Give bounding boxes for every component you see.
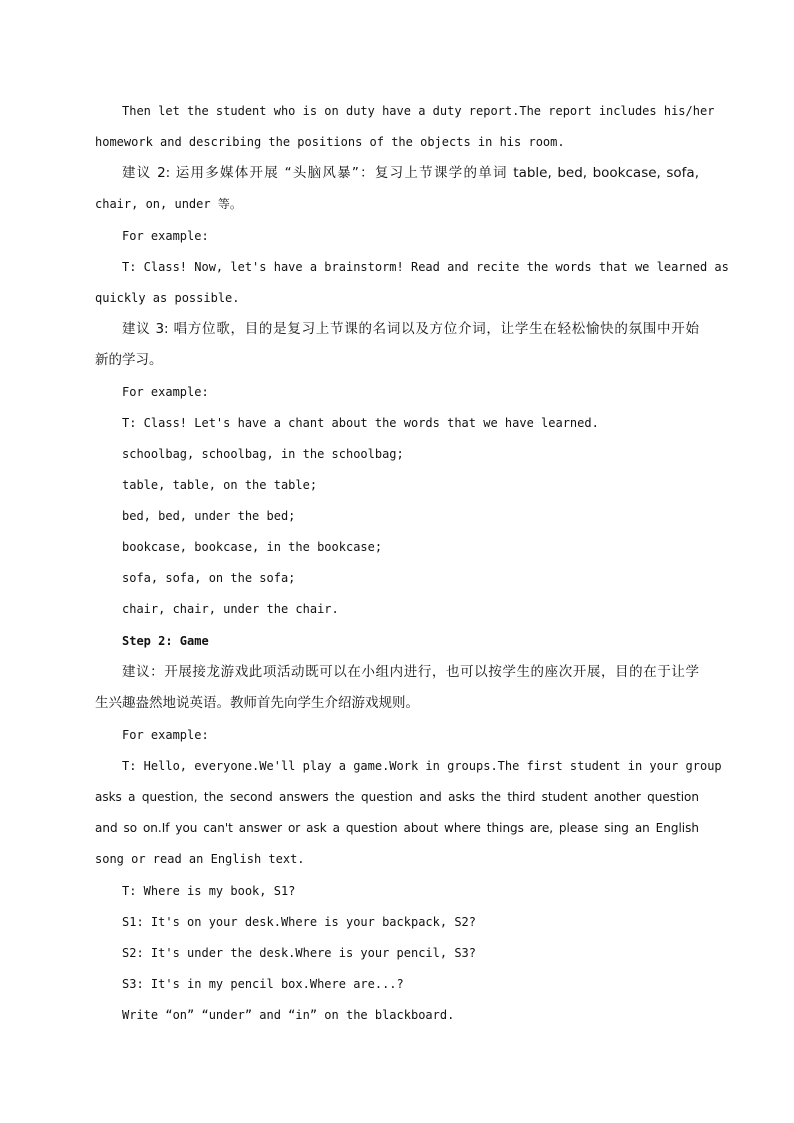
- paragraph-line: quickly as possible.: [95, 291, 240, 305]
- paragraph-line: and so on.If you can't answer or ask a question about where things are, please sing an English: [95, 821, 699, 835]
- dialogue-line: T: Class! Let's have a chant about the words that we have learned.: [122, 416, 599, 430]
- example-label: For example:: [122, 728, 209, 742]
- chant-line: chair, chair, under the chair.: [122, 602, 339, 616]
- paragraph-line: 新的学习。: [95, 352, 163, 368]
- paragraph-line: asks a question, the second answers the question and asks the third student another question: [95, 790, 699, 804]
- paragraph-line: Then let the student who is on duty have a duty report.The report includes his/her: [122, 104, 715, 118]
- paragraph-line: 生兴趣盎然地说英语。教师首先向学生介绍游戏规则。: [95, 695, 419, 711]
- paragraph-line: chair, on, under 等。: [95, 197, 242, 211]
- chant-line: bed, bed, under the bed;: [122, 509, 296, 523]
- dialogue-line: S1: It's on your desk.Where is your backpack, S2?: [122, 915, 477, 929]
- chant-line: schoolbag, schoolbag, in the schoolbag;: [122, 447, 404, 461]
- dialogue-line: S3: It's in my pencil box.Where are...?: [122, 977, 404, 991]
- paragraph-line: song or read an English text.: [95, 852, 305, 866]
- chant-line: table, table, on the table;: [122, 478, 318, 492]
- step-heading: Step 2: Game: [122, 634, 209, 648]
- dialogue-line: T: Hello, everyone.We'll play a game.Work in groups.The first student in your group: [122, 759, 722, 773]
- chant-line: bookcase, bookcase, in the bookcase;: [122, 540, 383, 554]
- example-label: For example:: [122, 385, 209, 399]
- suggestion-line: 建议：开展接龙游戏此项活动既可以在小组内进行，也可以按学生的座次开展，目的在于让学: [122, 664, 699, 680]
- instruction-line: Write “on” “under” and “in” on the blackboard.: [122, 1008, 455, 1022]
- dialogue-line: T: Class! Now, let's have a brainstorm! Read and recite the words that we learned as: [122, 260, 729, 274]
- suggestion-3-line: 建议 3: 唱方位歌，目的是复习上节课的名词以及方位介词，让学生在轻松愉快的氛围中开始: [122, 321, 699, 337]
- paragraph-line: homework and describing the positions of the objects in his room.: [95, 135, 565, 149]
- dialogue-line: T: Where is my book, S1?: [122, 884, 296, 898]
- example-label: For example:: [122, 229, 209, 243]
- chant-line: sofa, sofa, on the sofa;: [122, 571, 296, 585]
- suggestion-2-line: 建议 2: 运用多媒体开展 “头脑风暴”：复习上节课学的单词 table, bed, bookcase, sofa,: [122, 165, 699, 181]
- dialogue-line: S2: It's under the desk.Where is your pencil, S3?: [122, 946, 477, 960]
